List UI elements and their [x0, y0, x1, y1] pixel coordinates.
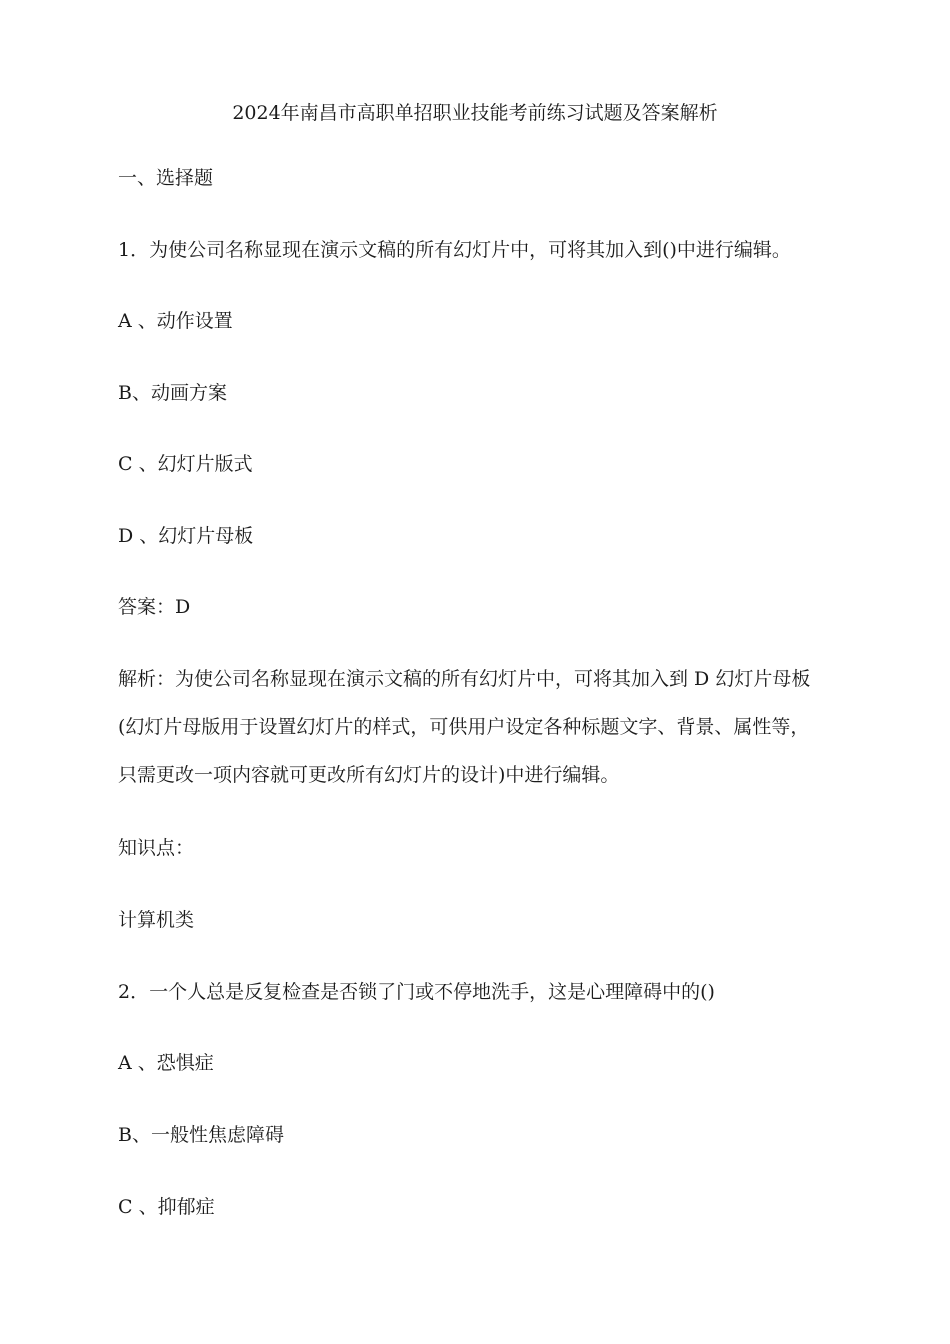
question-1-knowledge-value: 计算机类	[118, 909, 195, 931]
question-1-option-d: D 、幻灯片母板	[118, 525, 254, 547]
document-title: 2024年南昌市高职单招职业技能考前练习试题及答案解析	[232, 102, 718, 124]
question-1-option-a: A 、动作设置	[118, 310, 233, 332]
question-2-option-a: A 、恐惧症	[118, 1052, 214, 1074]
question-1-analysis-line-2: (幻灯片母版用于设置幻灯片的样式，可供用户设定各种标题文字、背景、属性等，	[118, 716, 810, 738]
question-1-analysis-line-3: 只需更改一项内容就可更改所有幻灯片的设计)中进行编辑。	[118, 764, 620, 786]
question-1-answer: 答案：D	[118, 596, 191, 618]
question-2-option-c: C 、抑郁症	[118, 1196, 215, 1218]
question-2-stem: 2．一个人总是反复检查是否锁了门或不停地洗手，这是心理障碍中的()	[118, 981, 715, 1003]
question-1-knowledge-label: 知识点：	[118, 837, 195, 859]
question-1-analysis-line-1: 解析：为使公司名称显现在演示文稿的所有幻灯片中，可将其加入到 D 幻灯片母板	[118, 668, 811, 690]
section-heading: 一、选择题	[118, 167, 214, 189]
question-1-option-b: B、动画方案	[118, 382, 227, 404]
question-2-option-b: B、一般性焦虑障碍	[118, 1124, 284, 1146]
question-1-option-c: C 、幻灯片版式	[118, 453, 253, 475]
question-1-stem: 1．为使公司名称显现在演示文稿的所有幻灯片中，可将其加入到()中进行编辑。	[118, 239, 791, 261]
